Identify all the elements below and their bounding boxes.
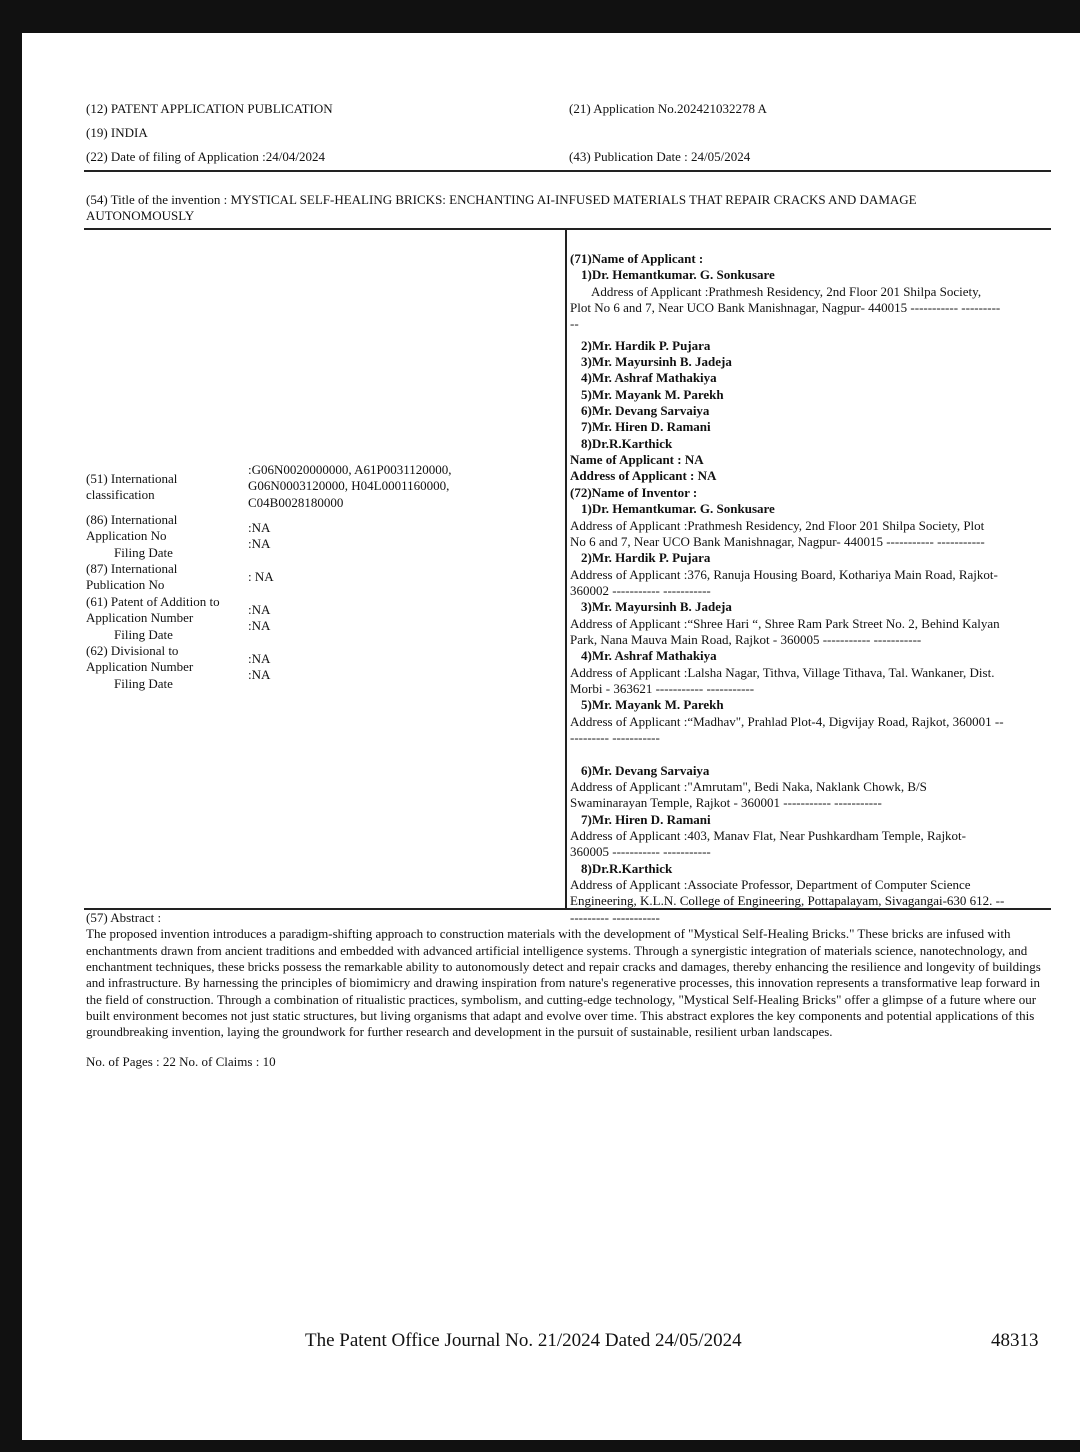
inventor-name: 1)Dr. Hemantkumar. G. Sonkusare [581,501,775,517]
inventor-address: Address of Applicant :Associate Professor, Department of Computer Science [570,877,971,893]
application-number: (21) Application No.202421032278 A [569,101,767,116]
applicant-name: 2)Mr. Hardik P. Pujara [581,337,711,353]
applicant-name: 4)Mr. Ashraf Mathakiya [581,370,717,386]
applicant-name: 6)Mr. Devang Sarvaiya [581,403,710,419]
inventor-list [570,501,1050,926]
abstract [86,910,1046,1070]
intl-application-label: (86) International Application No Filing Date [86,512,178,560]
inventor-address: 360002 ----------- ----------- [570,582,711,598]
inventor-address: Address of Applicant :“Shree Hari “, Shree Ram Park Street No. 2, Behind Kalyan [570,615,1000,631]
inventor-address [570,746,1050,762]
inventor-address: Park, Nana Mauva Main Road, Rajkot - 360005 ----------- ----------- [570,631,922,647]
applicant-name: 1)Dr. Hemantkumar. G. Sonkusare [581,267,775,283]
invention-title: (54) Title of the invention : MYSTICAL SELF-HEALING BRICKS: ENCHANTING AI-INFUSED MATERIALS THAT REPAIR CRACKS AND DAMAGE [86,192,917,207]
inventor-address: Address of Applicant :Prathmesh Residency, 2nd Floor 201 Shilpa Society, Plot [570,517,985,533]
applicant-address: -- [570,316,579,332]
document-page [22,33,1080,1440]
invention-title-cont: AUTONOMOUSLY [86,208,195,223]
divider [84,228,1051,230]
inventor-address: Address of Applicant :376, Ranuja Housing Board, Kothariya Main Road, Rajkot- [570,566,998,582]
abstract-text: The proposed invention introduces a paradigm-shifting approach to construction materials with the development of "Mystical Self-Healing Bricks." These bricks are infused with enchantments drawn from ancient traditions and embedded with advanced artificial intelligence systems. Through a synergistic integration of materials science, nanotechnology, and enchantment techniques, these bricks possess the remarkable ability to autonomously detect and repair cracks and damages, thereby enhancing the resilience and longevity of buildings and infrastructure. By harnessing the principles of biomimicry and drawing inspiration from nature's regenerative processes, this innovation represents a transformative leap forward in the field of construction. Through a combination of ritualistic practices, symbolism, and cutting-edge technology, "Mystical Self-Healing Bricks" offer a glimpse of a future where our built environment becomes not just static structures, but living organisms that adapt and evolve over time. This abstract explores the key components and potential applications of this groundbreaking invention, laying the groundwork for further research and development in the pursuit of sustainable, resilient urban landscapes. [86,926,1041,1040]
column-divider [565,229,567,909]
inventor-address: Morbi - 363621 ----------- ----------- [570,680,755,696]
filing-date: (22) Date of filing of Application :24/04/2024 [86,149,326,164]
patent-addition-value: :NA :NA [248,602,271,634]
applicant-name: 5)Mr. Mayank M. Parekh [581,386,724,402]
applicant-address: Address of Applicant :Prathmesh Residency, 2nd Floor 201 Shilpa Society, [591,283,982,299]
inventor-address: Address of Applicant :403, Manav Flat, Near Pushkardham Temple, Rajkot- [570,828,966,844]
inventor-name: 5)Mr. Mayank M. Parekh [581,697,724,713]
divider [84,170,1051,172]
applicant-inventor-panel [570,251,1050,926]
inventor-address: No 6 and 7, Near UCO Bank Manishnagar, Nagpur- 440015 ----------- ----------- [570,533,985,549]
inventor-name: 7)Mr. Hiren D. Ramani [581,811,711,827]
applicant-name: 8)Dr.R.Karthick [581,435,673,451]
intl-publication-label: (87) International Publication No [86,561,178,593]
intl-publication-value: : NA [248,569,274,584]
patent-addition-label: (61) Patent of Addition to Application Number Filing Date [86,594,220,642]
applicant-heading: (71)Name of Applicant : [570,251,704,266]
publication-date: (43) Publication Date : 24/05/2024 [569,149,751,164]
applicant-name: 7)Mr. Hiren D. Ramani [581,419,711,435]
pages-claims: No. of Pages : 22 No. of Claims : 10 [86,1053,276,1069]
intl-classification-label: (51) International classification [86,471,178,503]
inventor-address: Address of Applicant :“Madhav", Prahlad Plot-4, Digvijay Road, Rajkot, 360001 -- [570,713,1004,729]
inventor-address: --------- ----------- [570,909,660,925]
applicant-name: 3)Mr. Mayursinh B. Jadeja [581,354,732,370]
name-of-applicant-na: Name of Applicant : NA [570,452,704,468]
inventor-name: 2)Mr. Hardik P. Pujara [581,550,711,566]
page-number: 48313 [991,1330,1039,1351]
abstract-heading: (57) Abstract : [86,910,162,925]
applicant-address: Plot No 6 and 7, Near UCO Bank Manishnagar, Nagpur- 440015 ----------- --------- [570,300,1001,316]
address-of-applicant-na: Address of Applicant : NA [570,468,717,484]
inventor-name: 8)Dr.R.Karthick [581,860,673,876]
inventor-name: 3)Mr. Mayursinh B. Jadeja [581,599,732,615]
intl-application-value: :NA :NA [248,520,271,552]
publication-type: (12) PATENT APPLICATION PUBLICATION [86,101,333,116]
journal-footer: The Patent Office Journal No. 21/2024 Dated 24/05/2024 [305,1330,742,1351]
inventor-address: 360005 ----------- ----------- [570,844,711,860]
inventor-address: Address of Applicant :Lalsha Nagar, Tithva, Village Tithava, Tal. Wankaner, Dist. [570,664,995,680]
country: (19) INDIA [86,125,148,140]
inventor-name: 6)Mr. Devang Sarvaiya [581,762,710,778]
applicant-list [570,338,1050,452]
inventor-address: Engineering, K.L.N. College of Engineering, Pottapalayam, Sivagangai-630 612. -- [570,893,1005,909]
inventor-address: --------- ----------- [570,729,660,745]
inventor-address: Swaminarayan Temple, Rajkot - 360001 ----------- ----------- [570,795,882,811]
intl-classification-value: :G06N0020000000, A61P0031120000, G06N0003120000, H04L0001160000, C04B0028180000 [248,462,452,510]
divisional-value: :NA :NA [248,651,271,683]
inventor-heading: (72)Name of Inventor : [570,484,698,500]
divisional-label: (62) Divisional to Application Number Filing Date [86,643,194,691]
inventor-address: Address of Applicant :"Amrutam", Bedi Naka, Naklank Chowk, B/S [570,779,927,794]
inventor-name: 4)Mr. Ashraf Mathakiya [581,648,717,664]
